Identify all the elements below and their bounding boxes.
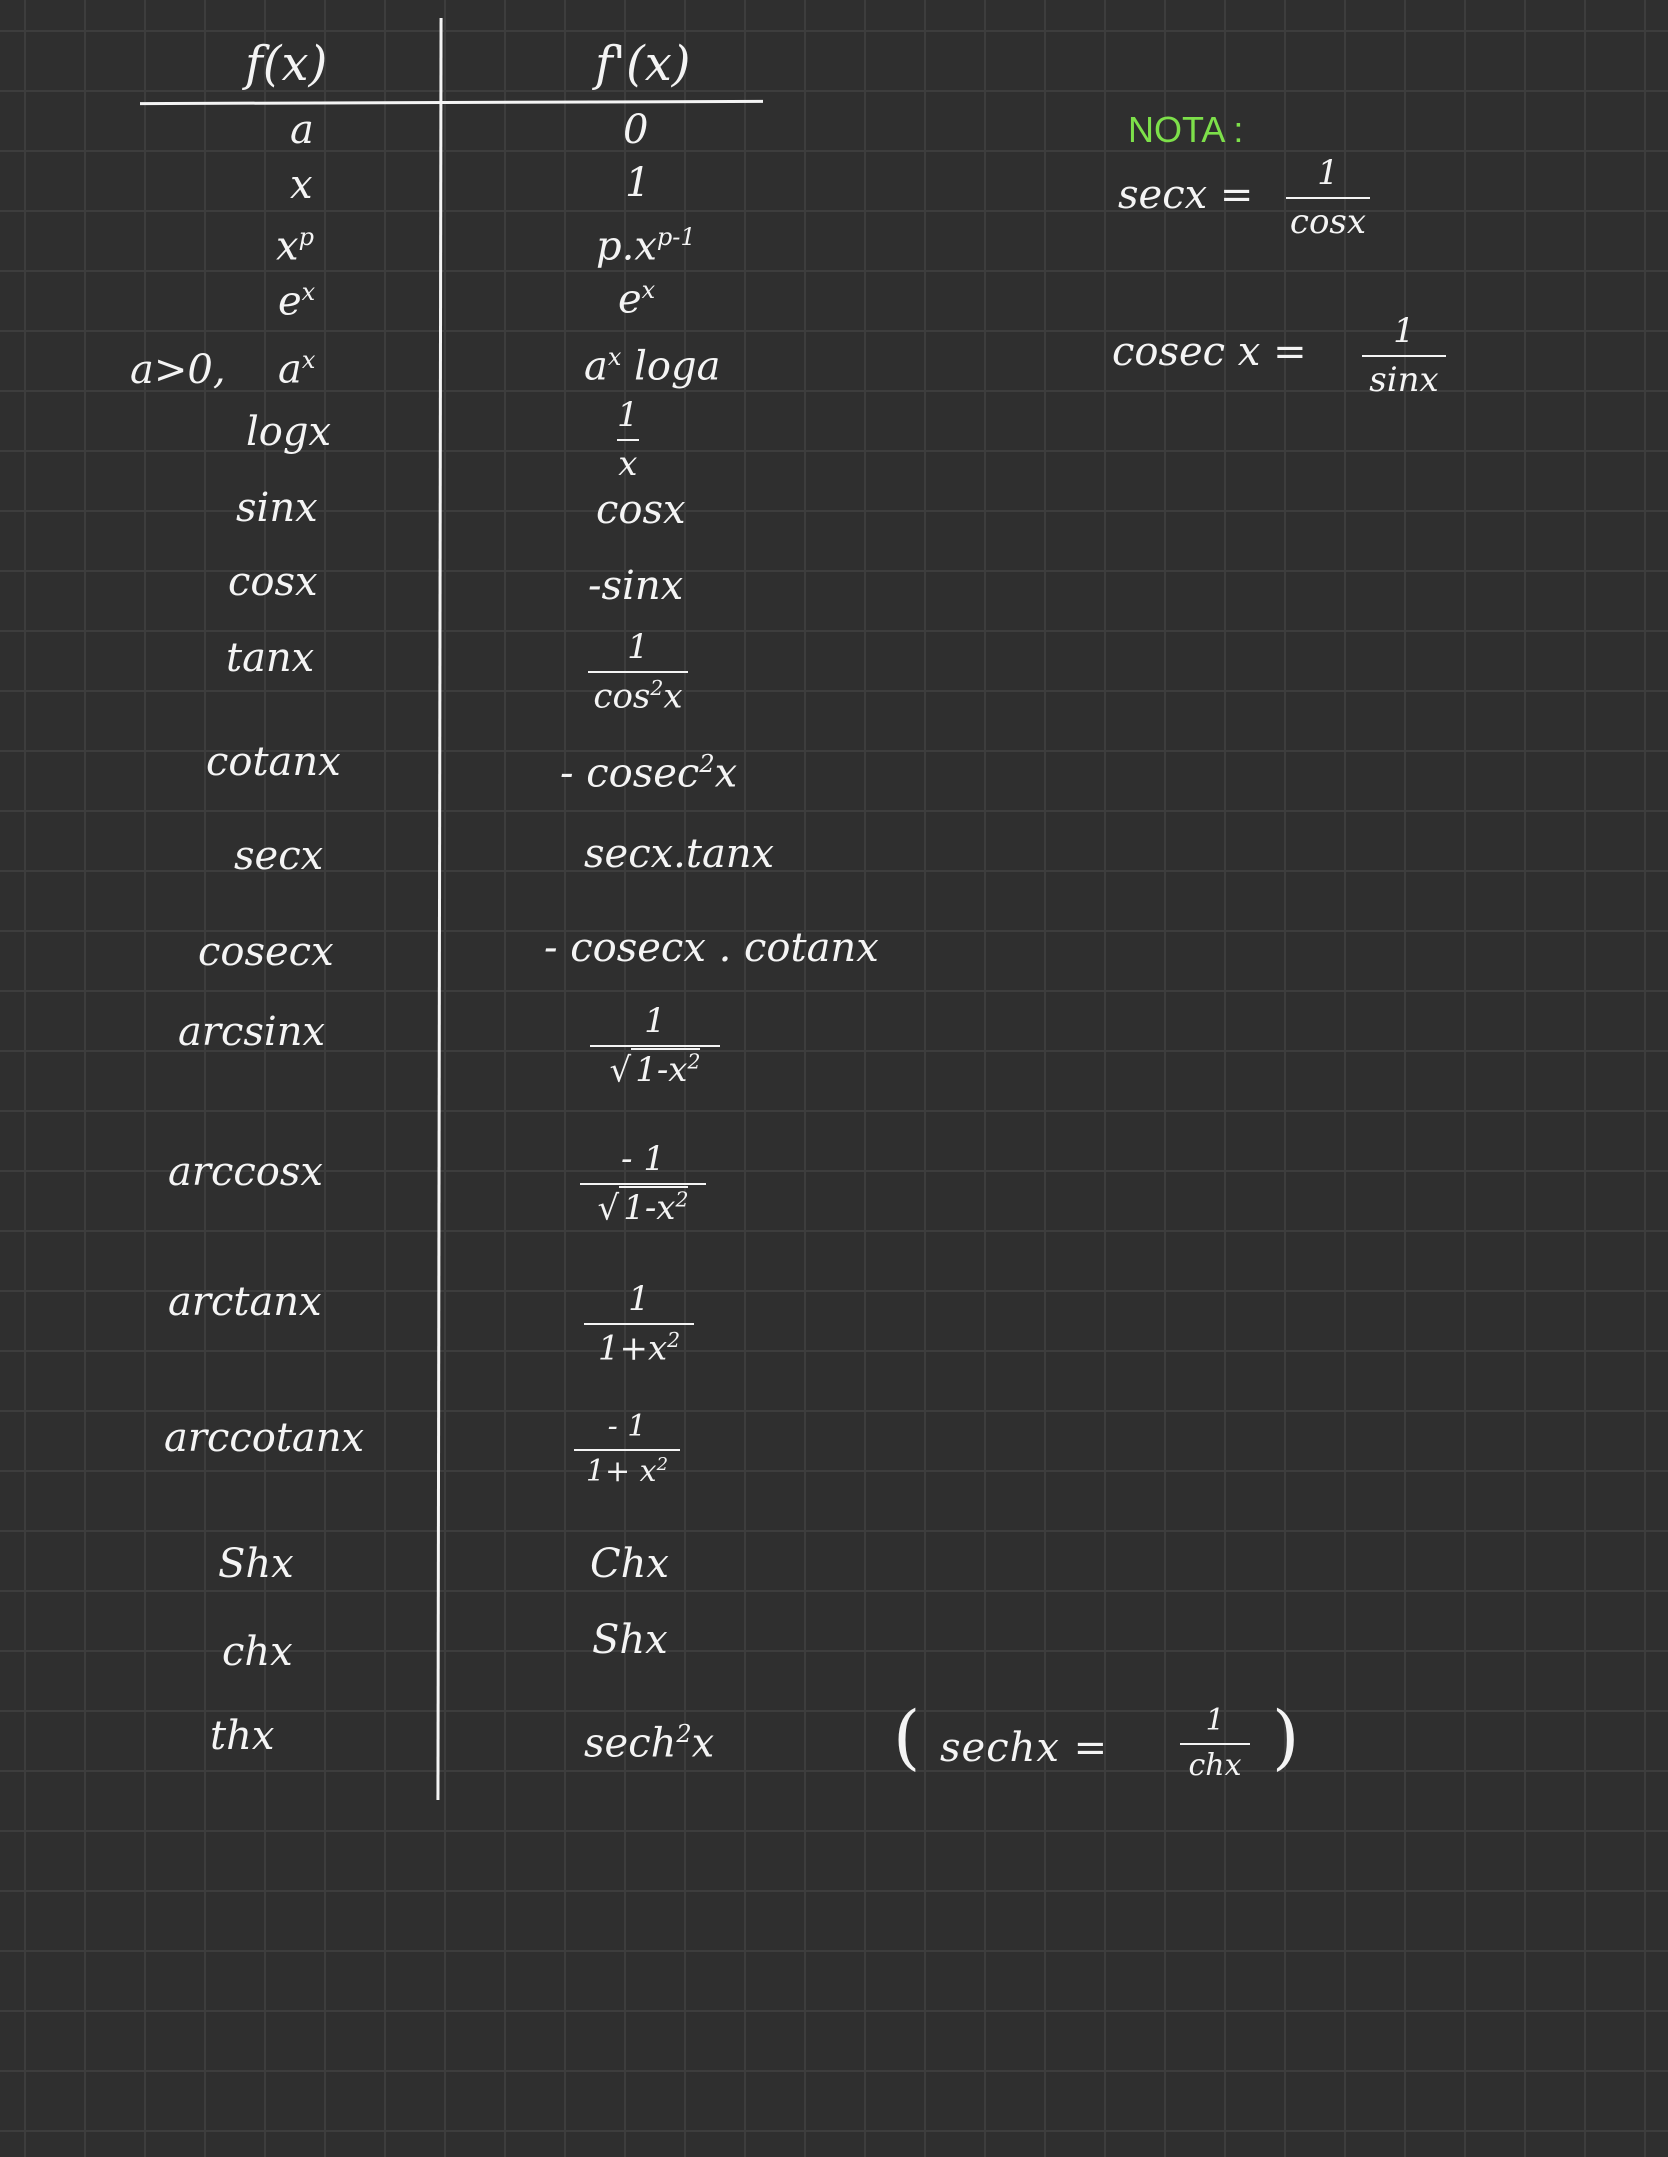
row-f: sinx	[236, 485, 318, 531]
row-f: arccotanx	[164, 1415, 365, 1461]
fraction-denominator: √ $1-x^2$	[597, 1188, 689, 1229]
row-df: sech$^2$x	[584, 1720, 715, 1767]
row-f: cosx	[228, 559, 318, 605]
row-df-fraction	[584, 1280, 694, 1369]
row-df: cosx	[596, 487, 686, 533]
power-base: x	[276, 223, 299, 270]
row-df: Shx	[592, 1617, 668, 1663]
row-df-fraction	[574, 1410, 680, 1489]
row-df	[618, 276, 656, 323]
note-title: NOTA :	[1128, 109, 1244, 150]
log-factor: loga	[634, 343, 721, 390]
row-f: Shx	[218, 1541, 294, 1587]
sec-definition-lhs: secx =	[1118, 172, 1254, 218]
row-f: cotanx	[206, 739, 341, 785]
fraction-numerator: 1	[628, 1279, 650, 1319]
cosec-definition-fraction	[1362, 312, 1446, 400]
fraction-bar	[590, 1045, 720, 1047]
close-paren: )	[1272, 1696, 1300, 1778]
row-f: tanx	[226, 635, 315, 681]
row-f	[276, 223, 314, 270]
fraction-bar	[1286, 197, 1370, 199]
power-base: e	[618, 276, 642, 323]
power-base: a	[584, 343, 608, 390]
row-f: a	[290, 107, 314, 153]
fraction-numerator: 1	[1317, 153, 1339, 193]
fraction-denominator: √ $1-x^2$	[609, 1050, 701, 1091]
fraction-numerator: 1	[617, 395, 639, 435]
row-f	[278, 346, 316, 393]
power-base: e	[278, 278, 302, 325]
fraction-numerator: - 1	[607, 1409, 647, 1444]
row-df: Chx	[590, 1541, 669, 1587]
fraction-denominator: $1+ x^2$	[585, 1453, 669, 1489]
row-df	[584, 343, 721, 390]
fraction-numerator: 1	[1205, 1703, 1225, 1738]
row-df: - cosecx . cotanx	[544, 925, 879, 971]
fraction-bar	[574, 1449, 680, 1451]
row-condition: a>0,	[130, 347, 226, 393]
fraction-numerator: 1	[644, 1001, 666, 1041]
row-df-fraction	[617, 396, 639, 484]
row-f: cosecx	[198, 929, 334, 975]
fraction-bar	[588, 671, 688, 673]
sech-definition-lhs: sechx =	[940, 1725, 1109, 1771]
row-f: chx	[222, 1629, 293, 1675]
row-f	[278, 278, 316, 325]
power-exponent: x	[301, 346, 316, 374]
open-paren: (	[893, 1696, 921, 1778]
row-df	[596, 223, 696, 270]
fraction-numerator: 1	[627, 627, 649, 667]
sqrt-icon: √	[597, 1188, 620, 1229]
row-f: arctanx	[168, 1279, 322, 1325]
fraction-denominator: x	[618, 444, 638, 485]
power-exponent: x	[301, 278, 316, 306]
fraction-bar	[580, 1183, 706, 1185]
fraction-denominator: cosx	[1289, 202, 1367, 243]
row-df-fraction	[588, 628, 688, 717]
row-f: arccosx	[168, 1149, 323, 1195]
sech-definition-fraction	[1180, 1704, 1250, 1783]
fraction-bar	[584, 1323, 694, 1325]
row-f: logx	[246, 409, 332, 455]
power-exponent: x	[607, 343, 622, 371]
sec-definition-fraction	[1286, 154, 1370, 242]
power-base: p.x	[596, 223, 657, 270]
column-divider	[436, 18, 442, 1800]
sqrt-icon: √	[609, 1050, 632, 1091]
power-exponent: p	[298, 223, 314, 251]
fraction-numerator: - 1	[621, 1139, 665, 1179]
row-df: - cosec$^2$x	[560, 750, 738, 797]
header-rule	[140, 100, 763, 105]
fraction-bar	[617, 439, 639, 441]
header-df: f'(x)	[595, 36, 691, 92]
row-df-fraction	[590, 1002, 720, 1091]
power-exponent: x	[641, 276, 656, 304]
row-f: thx	[210, 1713, 275, 1759]
fraction-denominator: $1+x^2$	[597, 1328, 681, 1369]
row-f: x	[290, 162, 313, 208]
fraction-bar	[1362, 355, 1446, 357]
fraction-numerator: 1	[1393, 311, 1415, 351]
fraction-bar	[1180, 1743, 1250, 1745]
row-f: secx	[234, 833, 324, 879]
cosec-definition-lhs: cosec x =	[1112, 329, 1307, 375]
row-df: -sinx	[588, 563, 684, 609]
fraction-denominator: sinx	[1369, 360, 1439, 401]
row-df-fraction	[580, 1140, 706, 1229]
power-base: a	[278, 346, 302, 393]
row-df: 1	[625, 160, 651, 206]
row-df: secx.tanx	[584, 831, 775, 877]
row-df: 0	[623, 107, 649, 153]
header-f: f(x)	[245, 36, 328, 92]
fraction-denominator: $\cos^2x$	[593, 676, 683, 717]
fraction-denominator: chx	[1188, 1747, 1242, 1783]
power-exponent: p-1	[656, 223, 696, 251]
row-f: arcsinx	[178, 1009, 326, 1055]
